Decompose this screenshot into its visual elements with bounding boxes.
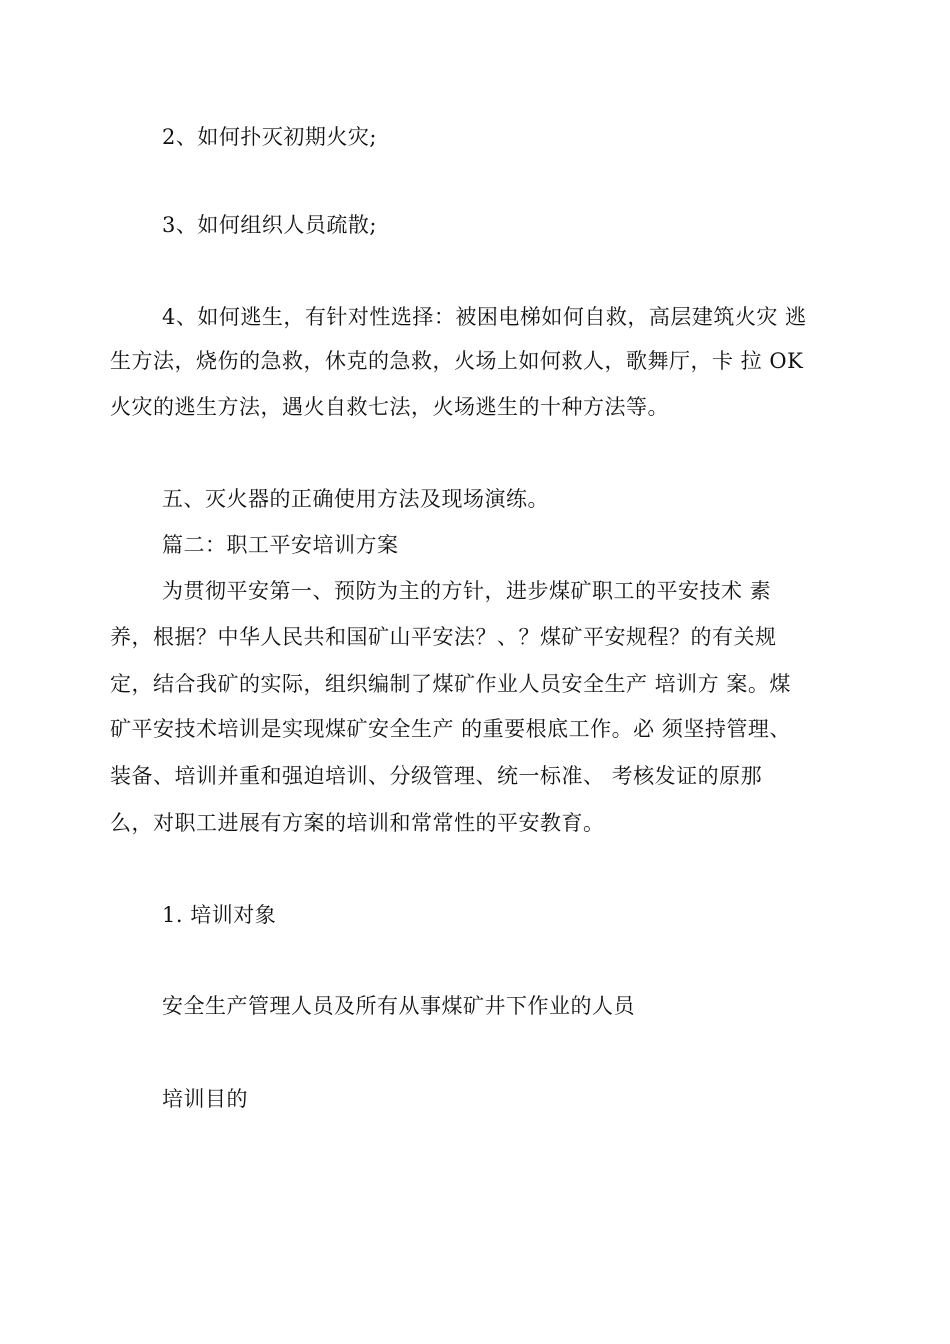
list-item-2: 2、如何扑灭初期火灾; — [162, 125, 377, 149]
intro-line-1: 为贯彻平安第一、预防为主的方针，进步煤矿职工的平安技术 素 — [162, 579, 772, 603]
training-targets-text: 安全生产管理人员及所有从事煤矿井下作业的人员 — [162, 994, 635, 1018]
list-item-4-line-2: 生方法，烧伤的急救，休克的急救，火场上如何救人，歌舞厅，卡 拉 OK — [110, 349, 804, 373]
section-5-heading: 五、灭火器的正确使用方法及现场演练。 — [162, 487, 549, 511]
intro-line-3: 定，结合我矿的实际，组织编制了煤矿作业人员安全生产 培训方 案。煤 — [110, 672, 791, 696]
chapter-2-title: 篇二：职工平安培训方案 — [162, 533, 399, 557]
heading-training-purpose: 培训目的 — [162, 1087, 248, 1111]
intro-line-2: 养，根据？中华人民共和国矿山平安法？、？煤矿平安规程？的有关规 — [110, 625, 777, 649]
intro-line-5: 装备、培训并重和强迫培训、分级管理、统一标准、 考核发证的原那 — [110, 764, 763, 788]
list-item-4-line-1: 4、如何逃生，有针对性选择：被困电梯如何自救，高层建筑火灾 逃 — [162, 305, 807, 329]
heading-training-targets: 1. 培训对象 — [162, 903, 277, 927]
list-item-4-line-3: 火灾的逃生方法，遇火自救七法，火场逃生的十种方法等。 — [110, 395, 669, 419]
intro-line-6: 么，对职工进展有方案的培训和常常性的平安教育。 — [110, 811, 605, 835]
list-item-3: 3、如何组织人员疏散; — [162, 213, 377, 237]
intro-line-4: 矿平安技术培训是实现煤矿安全生产 的重要根底工作。必 须坚持管理、 — [110, 717, 791, 741]
